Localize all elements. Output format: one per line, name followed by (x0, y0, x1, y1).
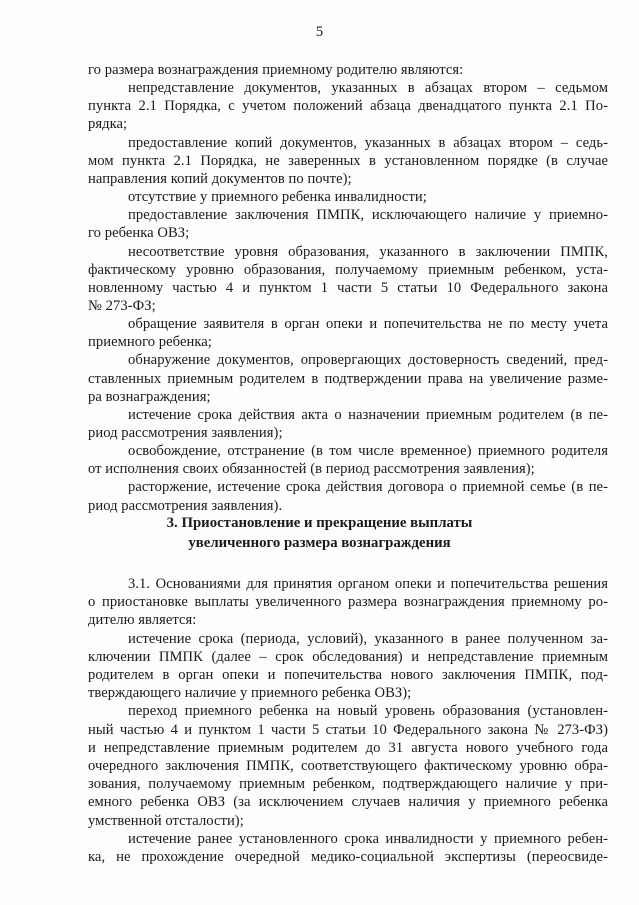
text-line: 3.1. Основаниями для принятия органом опеки и попечительства решения (128, 576, 608, 592)
text-line: направления копий документов по почте); (88, 170, 352, 187)
text-line: фактическому уровню образования, получаемому приемным ребенком, уста- (88, 261, 608, 278)
text-line: го ребенка ОВЗ; (88, 225, 190, 242)
section-heading-line-2: увеличенного размера вознаграждения (188, 535, 451, 551)
text-line: тверждающего наличие у приемного ребенка ОВЗ); (88, 685, 412, 702)
text-line: умственной отсталости); (88, 812, 244, 829)
text-line: расторжение, истечение срока действия договора о приемной семье (в пе- (128, 479, 608, 496)
text-line: ставленных приемным родителем в подтверждении права на увеличение разме- (88, 370, 608, 387)
text-line: переход приемного ребенка на новый уровень образования (установлен- (128, 703, 608, 720)
text-line: обнаружение документов, опровергающих достоверность сведений, пред- (128, 352, 608, 369)
text-line: ключении ПМПК (далее – срок обследования) и непредставление приемным (88, 648, 608, 665)
text-line: очередного заключения ПМПК, соответствующего фактическому уровню обра- (88, 758, 608, 774)
text-line: несоответствие уровня образования, указанного в заключении ПМПК, (128, 243, 608, 260)
page-number: 5 (315, 24, 324, 40)
text-line: отсутствие у приемного ребенка инвалидности; (128, 189, 427, 206)
text-line: обращение заявителя в орган опеки и попечительства не по месту учета (128, 316, 608, 333)
text-line: истечение ранее установленного срока инвалидности у приемного ребен- (128, 830, 608, 847)
section-heading-line-1: 3. Приостановление и прекращение выплаты (166, 515, 473, 531)
text-line: новленному частью 4 и пунктом 1 части 5 статьи 10 Федерального закона (88, 279, 608, 296)
text-line: освобождение, отстранение (в том числе временное) приемного родителя (128, 443, 608, 460)
text-line: дителю является: (88, 612, 197, 629)
text-line: предоставление заключения ПМПК, исключающего наличие у приемно- (128, 207, 608, 224)
text-line: ный частью 4 и пунктом 1 части 5 статьи 10 Федерального закона № 273-ФЗ) (88, 721, 608, 738)
text-line: го размера вознаграждения приемному родителю являются: (88, 62, 464, 78)
text-line: истечение срока действия акта о назначении приемным родителем (в пе- (128, 406, 608, 423)
text-line: рядка; (88, 116, 128, 133)
text-line: от исполнения своих обязанностей (в период рассмотрения заявления); (88, 461, 535, 478)
text-line: и непредставление приемным родителем до 31 августа нового учебного года (88, 739, 608, 756)
text-line: приемного ребенка; (88, 334, 212, 351)
text-line: предоставление копий документов, указанных в абзацах втором – седь- (128, 134, 608, 151)
text-line: риод рассмотрения заявления). (88, 497, 283, 514)
text-line: риод рассмотрения заявления); (88, 425, 283, 441)
text-line: ра вознаграждения; (88, 388, 211, 405)
text-line: родителем в орган опеки и попечительства нового заключения ПМПК, под- (88, 667, 608, 683)
text-line: зования, получаемому приемным ребенком, подтверждающего наличие у при- (88, 776, 608, 793)
text-line: № 273-ФЗ; (88, 297, 156, 314)
text-line: емного ребенка ОВЗ (за исключением случаев наличия у приемного ребенка (88, 794, 608, 811)
text-line: мом пункта 2.1 Порядка, не заверенных в установленном порядке (в случае (88, 152, 608, 169)
text-line: пункта 2.1 Порядка, с учетом положений абзаца двенадцатого пункта 2.1 По- (88, 98, 608, 115)
text-line: истечение срока (периода, условий), указанного в ранее полученном за- (128, 630, 608, 647)
text-line: непредставление документов, указанных в абзацах втором – седьмом (128, 80, 608, 97)
text-line: о приостановке выплаты увеличенного размера вознаграждения приемному ро- (88, 594, 608, 611)
text-line: ка, не прохождение очередной медико-социальной экспертизы (переосвиде- (88, 849, 608, 865)
